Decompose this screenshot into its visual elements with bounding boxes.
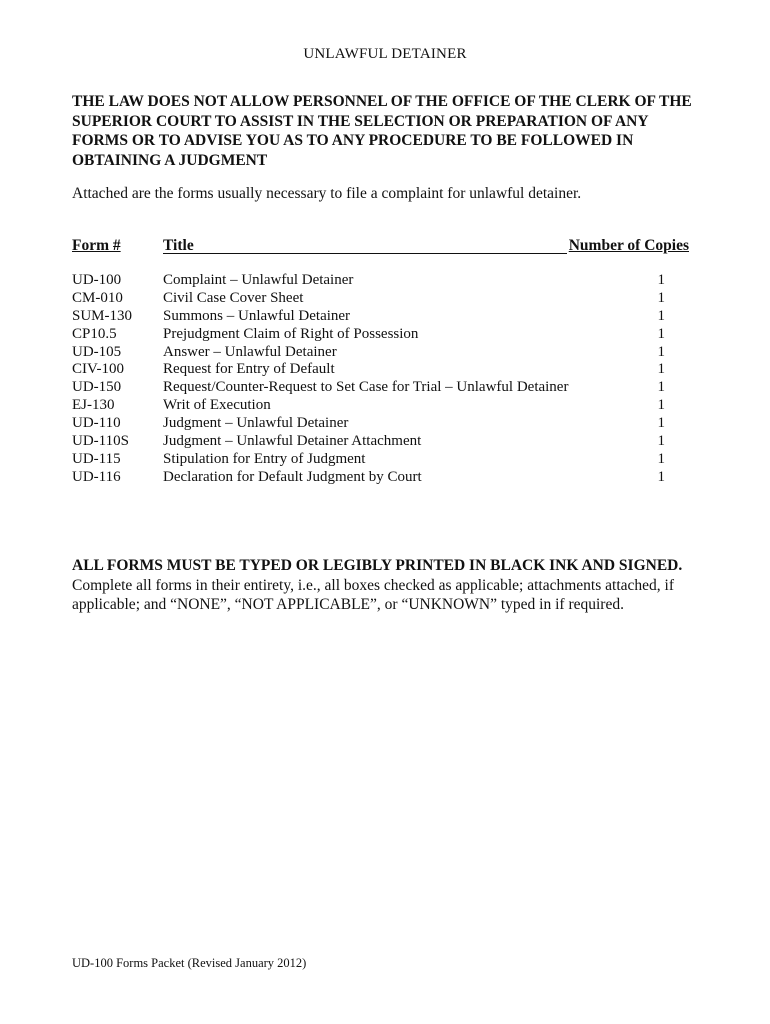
intro-text: Attached are the forms usually necessary to file a complaint for unlawful detainer. (72, 185, 582, 202)
page-footer: UD-100 Forms Packet (Revised January 2012) (72, 956, 307, 970)
notice-line: FORMS OR TO ADVISE YOU AS TO ANY PROCEDURE TO BE FOLLOWED IN (72, 132, 634, 149)
form-number-cell: EJ-130 (72, 397, 115, 414)
form-title-cell: Declaration for Default Judgment by Court (163, 468, 422, 485)
form-title-cell: Answer – Unlawful Detainer (163, 343, 337, 360)
table-row (72, 469, 689, 487)
form-number-cell: UD-115 (72, 450, 121, 467)
table-header (72, 236, 689, 255)
copies-cell: 1 (657, 433, 665, 450)
form-number-cell: SUM-130 (72, 307, 133, 324)
table-row (72, 326, 689, 344)
form-number-cell: UD-150 (72, 379, 122, 396)
form-number-cell: UD-100 (72, 272, 122, 288)
header-title: Title (163, 236, 689, 254)
form-title-cell: Judgment – Unlawful Detainer (163, 415, 349, 432)
table-rows (72, 272, 689, 487)
form-number-cell: CP10.5 (72, 325, 117, 342)
form-title-cell: Request/Counter-Request to Set Case for Trial – Unlawful Detainer (163, 379, 569, 396)
table-row (72, 308, 689, 326)
table-row (72, 344, 689, 362)
form-title-cell: Summons – Unlawful Detainer (163, 307, 351, 324)
table-row (72, 272, 689, 290)
form-title-cell: Civil Case Cover Sheet (163, 289, 304, 306)
table-row (72, 379, 689, 397)
header-form-number: Form # (72, 237, 121, 254)
copies-cell: 1 (657, 289, 665, 306)
forms-table (72, 236, 689, 485)
copies-cell: 1 (657, 325, 665, 342)
form-number-cell: UD-116 (72, 468, 121, 485)
copies-cell: 1 (657, 307, 665, 324)
table-row (72, 451, 689, 469)
form-number-cell: CM-010 (72, 289, 123, 306)
notice-line: THE LAW DOES NOT ALLOW PERSONNEL OF THE OFFICE OF THE CLERK OF THE (72, 93, 692, 110)
copies-cell: 1 (657, 272, 665, 288)
copies-cell: 1 (657, 361, 665, 378)
copies-cell: 1 (657, 379, 665, 396)
copies-cell: 1 (657, 397, 665, 414)
form-number-cell: UD-105 (72, 343, 122, 360)
copies-cell: 1 (657, 468, 665, 485)
table-row (72, 433, 689, 451)
form-title-cell: Prejudgment Claim of Right of Possession (163, 325, 419, 342)
form-title-cell: Writ of Execution (163, 397, 271, 414)
form-title-cell: Request for Entry of Default (163, 361, 335, 378)
copies-cell: 1 (657, 415, 665, 432)
table-row (72, 290, 689, 308)
form-number-cell: UD-110 (72, 415, 121, 432)
table-row (72, 415, 689, 433)
form-number-cell: CIV-100 (72, 361, 124, 378)
copies-cell: 1 (657, 450, 665, 467)
requirements-section (72, 556, 697, 615)
requirements-line: applicable; and “NONE”, “NOT APPLICABLE”, or “UNKNOWN” typed in if required. (72, 596, 624, 613)
copies-cell: 1 (657, 343, 665, 360)
notice-line: OBTAINING A JUDGMENT (72, 151, 268, 169)
notice-line: SUPERIOR COURT TO ASSIST IN THE SELECTION OR PREPARATION OF ANY (72, 112, 649, 130)
table-row (72, 397, 689, 415)
header-number-of-copies: Number of Copies (568, 237, 689, 254)
form-title-cell: Judgment – Unlawful Detainer Attachment (163, 433, 422, 450)
requirements-heading: ALL FORMS MUST BE TYPED OR LEGIBLY PRINTED IN BLACK INK AND SIGNED. (72, 557, 683, 574)
page-title: UNLAWFUL DETAINER (303, 46, 467, 62)
form-title-cell: Stipulation for Entry of Judgment (163, 450, 366, 467)
table-row (72, 361, 689, 379)
form-number-cell: UD-110S (72, 433, 129, 450)
requirements-line: Complete all forms in their entirety, i.e., all boxes checked as applicable; attachments attached, if (72, 576, 674, 594)
form-title-cell: Complaint – Unlawful Detainer (163, 272, 354, 288)
clerk-notice (72, 92, 697, 170)
